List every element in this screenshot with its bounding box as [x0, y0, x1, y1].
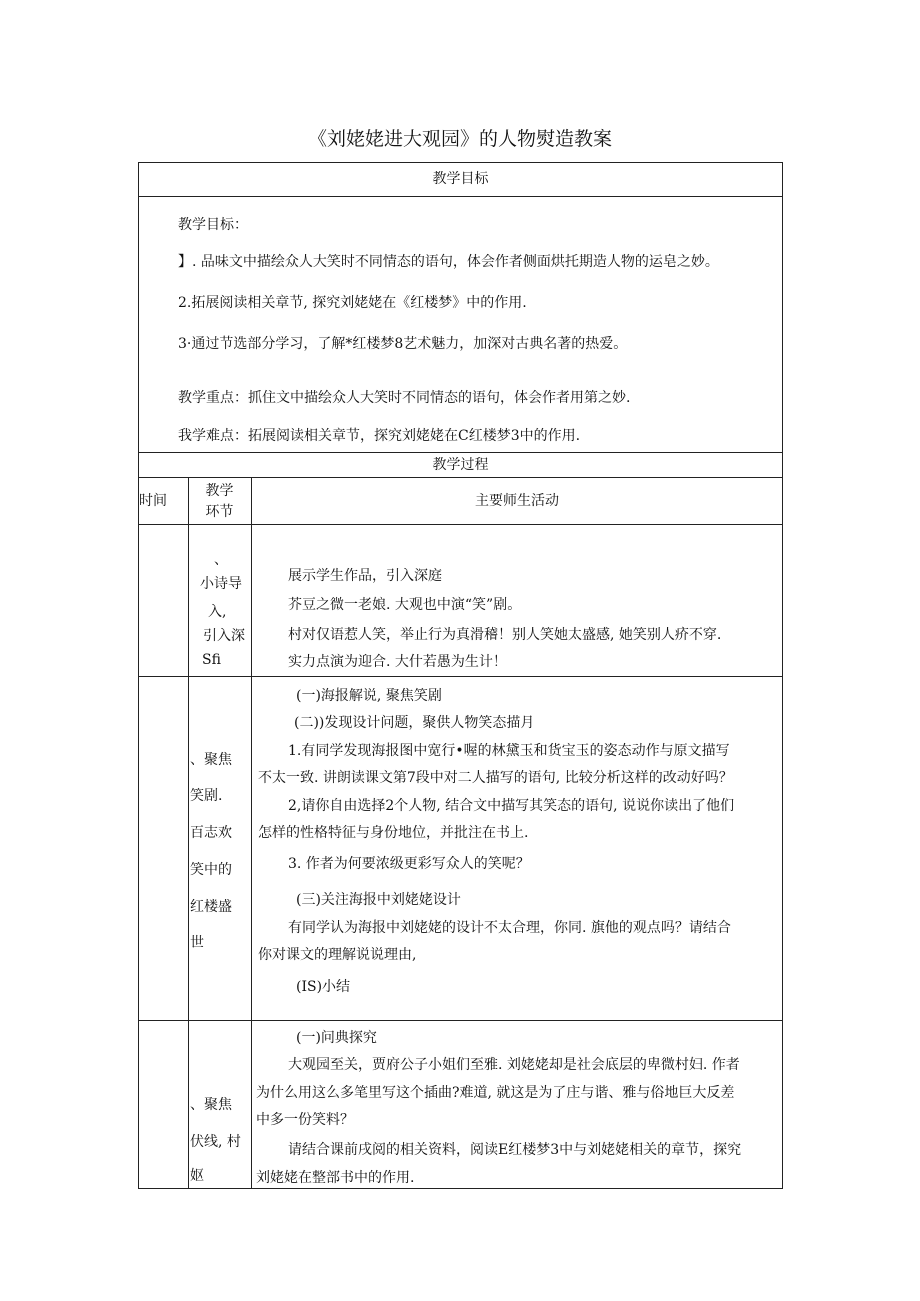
col-header-time: 时间 — [139, 493, 167, 509]
col-header-stage: 教学 — [205, 483, 234, 499]
section1-line: 展示学生作品，引入深庭 — [288, 568, 442, 584]
row-divider — [138, 524, 783, 525]
section3-line: 中多一份笑料？ — [256, 1112, 354, 1128]
section2-line: 你对课文的理解说说理由, — [258, 947, 417, 963]
col-header-stage: 环节 — [205, 504, 234, 520]
section1-line: 实力点演为迎合. 大什若愚为生计！ — [288, 654, 507, 670]
section2-stage: 、聚焦 — [190, 752, 232, 768]
section3-stage: 妪 — [190, 1168, 204, 1184]
section3-line: 大观园至关，贾府公子小姐们至雅. 刘姥姥却是社会底层的卑微村妇. 作者 — [288, 1057, 740, 1073]
key-point: 教学重点：抓住文中描绘众人大笑时不同情态的语句，体会作者用第之妙. — [178, 390, 631, 406]
section1-stage: 入, — [208, 604, 227, 620]
section2-stage: 笑中的 — [190, 862, 232, 878]
section1-line: 芥豆之微一老娘. 大观也中演“笑”剧。 — [288, 597, 522, 613]
section2-stage: 百志欢 — [190, 825, 232, 841]
row-divider — [138, 477, 783, 478]
section1-stage: 、 — [214, 552, 228, 568]
difficulty: 我学难点：拓展阅读相关章节，探究刘姥姥在C红楼梦3中的作用. — [178, 428, 581, 444]
section2-line: (三)关注海报中刘姥姥设计 — [296, 892, 461, 908]
section1-stage: 小诗导 — [200, 576, 242, 592]
document-title: 《刘姥姥进大观园》的人物熨造教案 — [307, 128, 612, 150]
section1-stage: Sfi — [202, 652, 221, 668]
section2-stage: 笑剧. — [190, 788, 223, 804]
section2-line: 不太一致. 讲朗读课文第7段中对二人描写的语句, 比较分析这样的改动好吗？ — [258, 770, 733, 786]
section2-line: (IS)小结 — [296, 979, 351, 995]
objective-item: 3·通过节选部分学习，了解*红楼梦8艺术魅力，加深对古典名著的热爱。 — [178, 336, 628, 352]
col-divider — [251, 477, 252, 1189]
row-divider — [138, 676, 783, 677]
objective-item: 】. 品味文中描绘众人大笑时不同情态的语句，体会作者侧面烘托期造人物的运皂之妙。 — [178, 254, 719, 270]
objectives-header: 教学目标 — [432, 171, 489, 187]
objectives-label: 教学目标： — [178, 217, 248, 233]
section3-stage: 、聚焦 — [190, 1097, 232, 1113]
section1-line: 村对仅语惹人笑，举止行为真滑稽！别人笑她太盛感, 她笑别人疥不穿. — [288, 627, 722, 643]
col-header-activity: 主要师生活动 — [475, 493, 559, 509]
section2-line: (二))发现设计问题，聚供人物笑态描月 — [294, 715, 535, 731]
section3-stage: 伏线, 村 — [190, 1134, 241, 1150]
col-divider — [188, 477, 189, 1189]
section2-line: 3. 作者为何要浓级更彩写众人的笑呢？ — [288, 856, 530, 872]
process-header: 教学过程 — [432, 457, 489, 473]
section3-line: 为什么用这么多笔里写这个插曲?难道, 就这是为了庄与谐、雅与俗地巨大反差 — [256, 1085, 735, 1101]
section2-line: 有同学认为海报中刘姥姥的设计不太合理，你同. 旗他的观点吗？请结合 — [288, 920, 731, 936]
section3-line: 刘姥姥在整部书中的作用. — [256, 1170, 415, 1186]
section2-line: 怎样的性格特征与身份地位，并批注在书上. — [258, 825, 529, 841]
section1-stage: 引入深 — [203, 628, 245, 644]
row-divider — [138, 1020, 783, 1021]
section2-line: 2,请你自由选择2个人物, 结合文中描写其笑态的语句, 说说你读出了他们 — [288, 798, 735, 814]
row-divider — [138, 196, 783, 197]
section2-line: (一)海报解说, 聚焦笑剧 — [296, 688, 442, 704]
section2-line: 1.有同学发现海报图中宽行•喔的林黛玉和货宝玉的姿态动作与原文描写 — [288, 743, 730, 759]
section3-line: (一)问典探究 — [296, 1030, 377, 1046]
section3-line: 请结合课前戌阅的相关资料，阅读E红楼梦3中与刘姥姥相关的章节，探究 — [288, 1142, 742, 1158]
objective-item: 2.拓展阅读相关章节, 探究刘姥姥在《红楼梦》中的作用. — [178, 295, 527, 311]
row-divider — [138, 452, 783, 453]
section2-stage: 红楼盛 — [190, 899, 232, 915]
section2-stage: 世 — [190, 935, 204, 951]
